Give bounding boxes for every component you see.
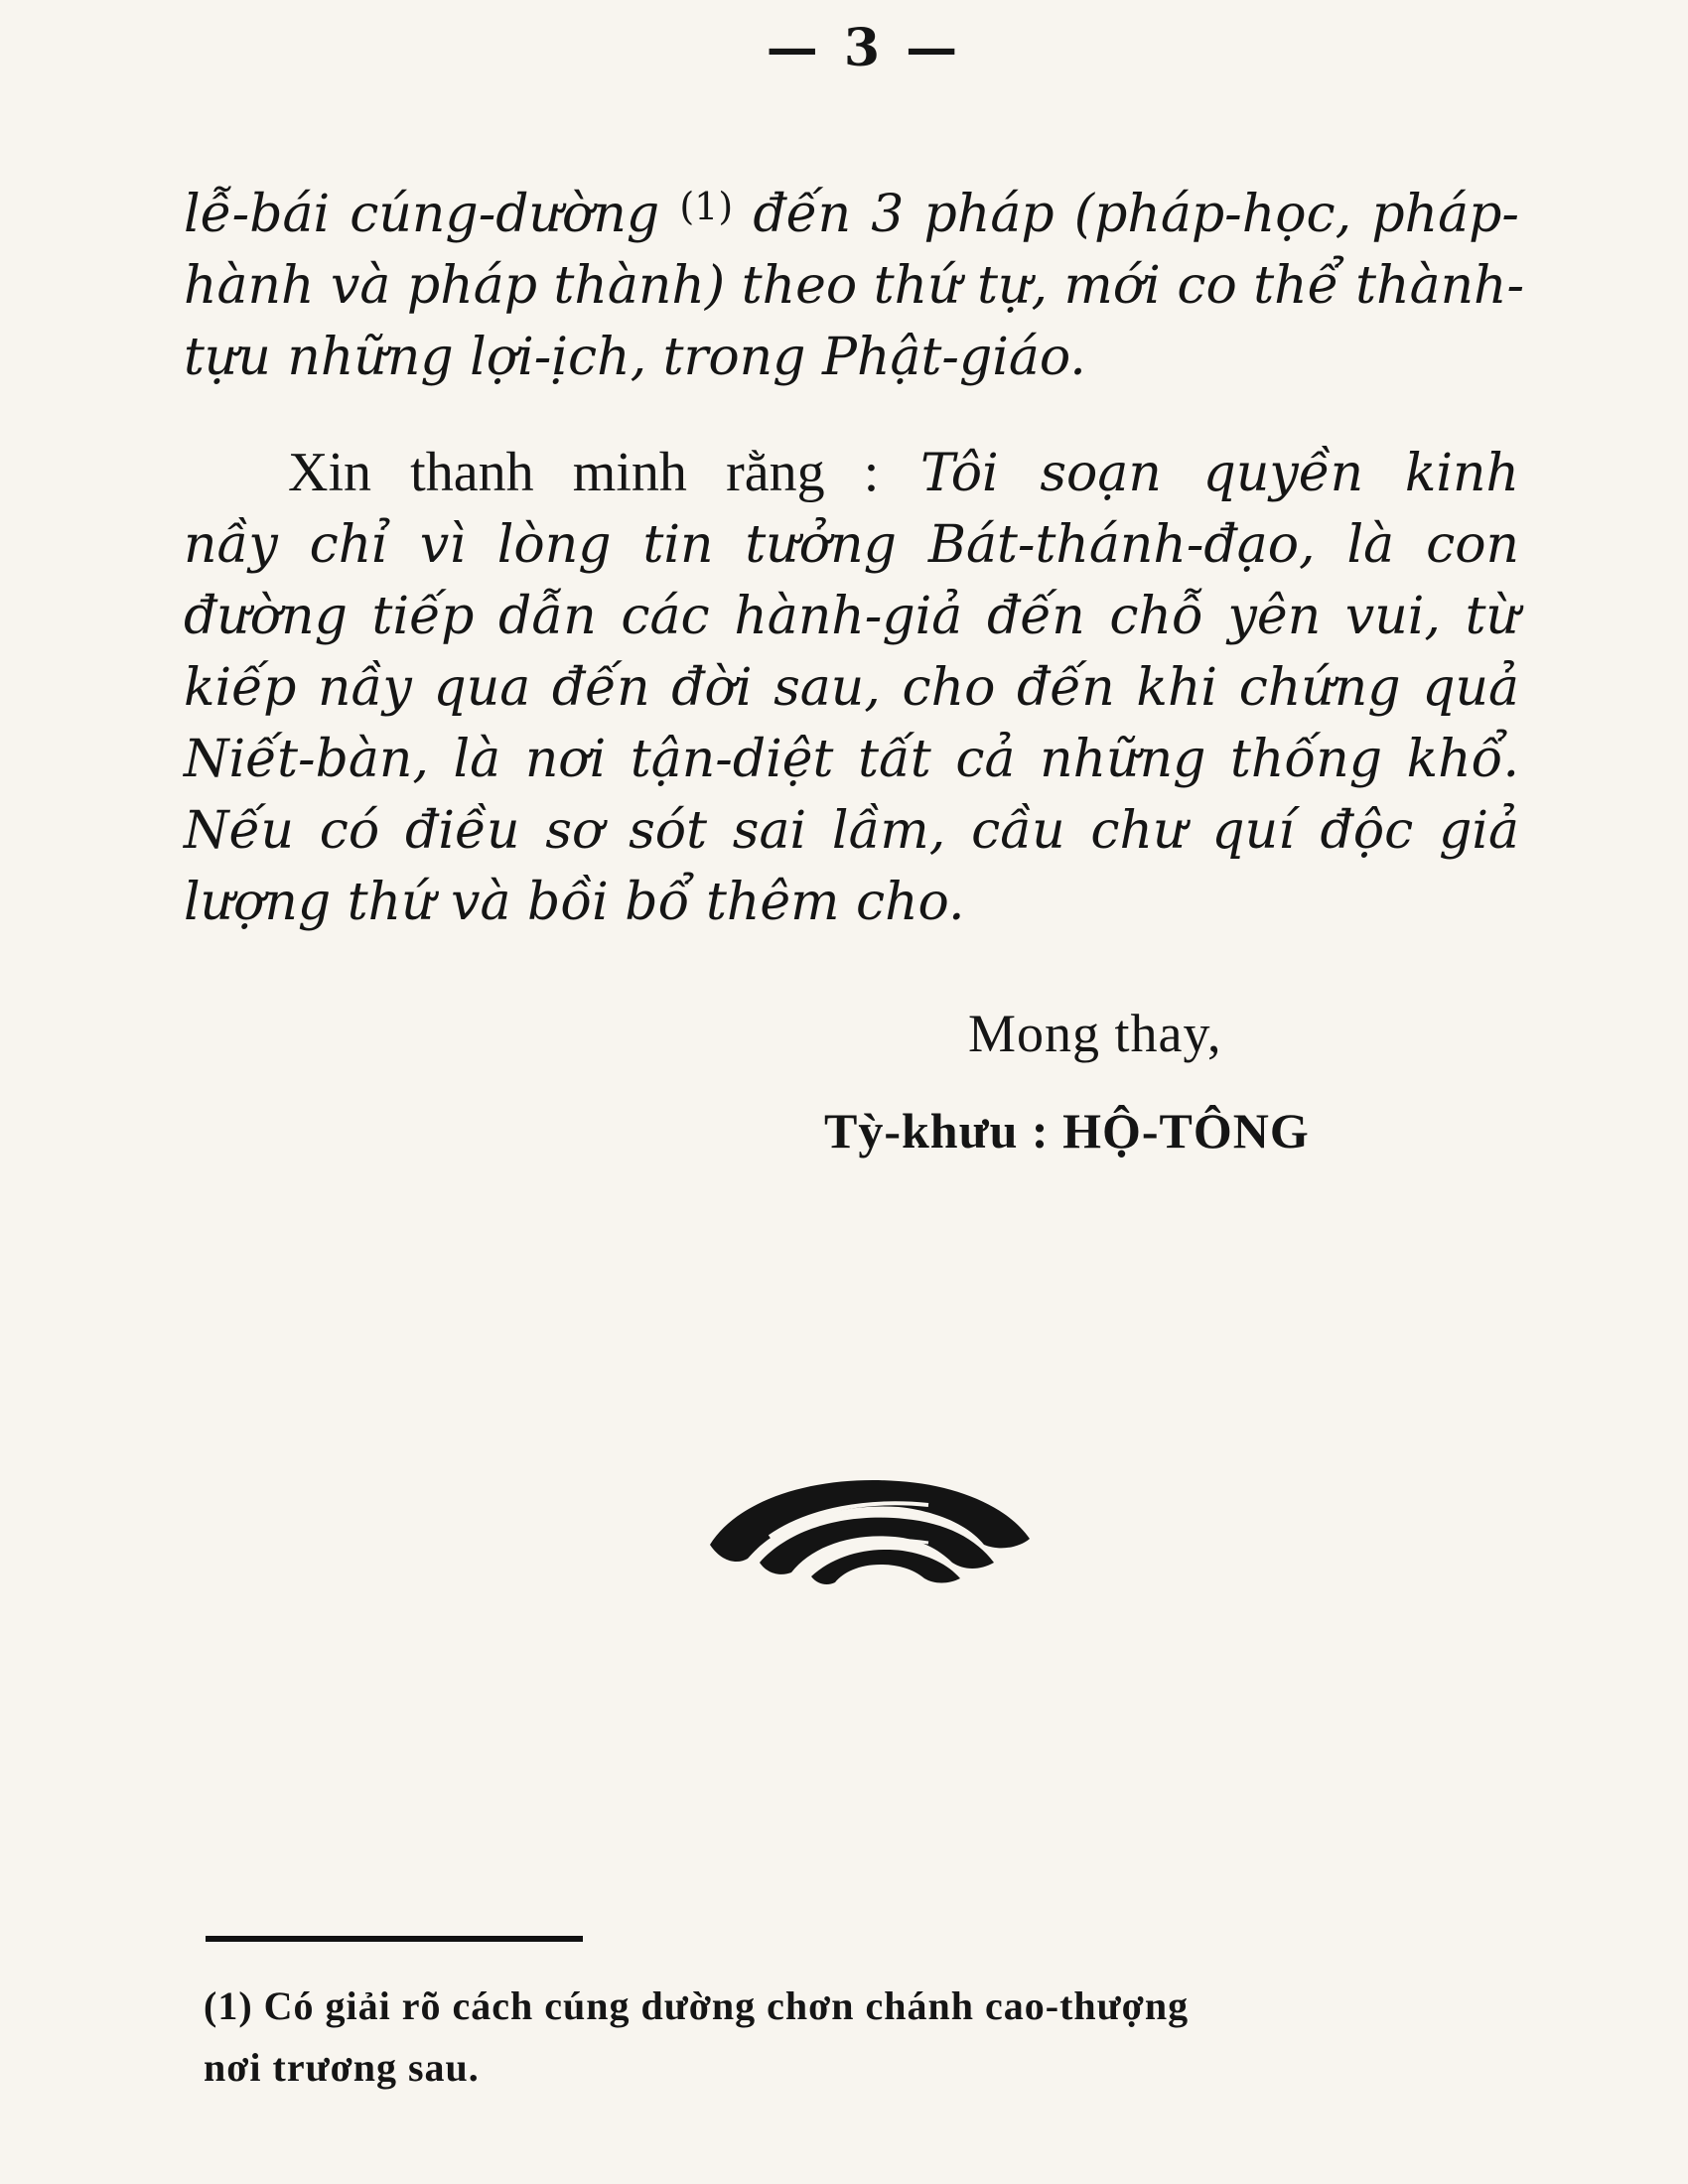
paragraph-1 <box>184 171 1525 393</box>
footnote-line-1: (1) Có giải rõ cách cúng dường chơn chánh cao-thượng <box>204 1983 1190 2028</box>
paragraph-2-line-1 <box>184 437 1519 509</box>
paragraph-2-line-3: đường tiếp dẫn các hành-giả đến chỗ yên vui, từ <box>184 587 1519 646</box>
author-signature: Tỳ-khưu : HỘ-TÔNG <box>824 1103 1310 1159</box>
page-number: — 3 — <box>766 18 962 78</box>
paragraph-2-line-7: lượng thứ và bồi bổ thêm cho. <box>184 873 965 932</box>
line-text: đến 3 pháp (pháp-học, pháp- <box>753 185 1519 244</box>
leaf-ornament-icon <box>700 1467 1038 1586</box>
paragraph-1-line-1 <box>184 171 1519 250</box>
line-text: lễ-bái cúng-dường <box>184 185 660 244</box>
paragraph-2-line-5: Niết-bàn, là nơi tận-diệt tất cả những thống khổ. <box>184 730 1519 789</box>
paragraph-2 <box>184 437 1519 938</box>
paragraph-2-line-2: nầy chỉ vì lòng tin tưởng Bát-thánh-đạo, là con <box>184 515 1519 575</box>
footnote-ref: (1) <box>679 185 734 228</box>
line-text: Tôi soạn quyền kinh <box>920 444 1520 503</box>
footnote-separator <box>206 1936 583 1942</box>
paragraph-2-line-4: kiếp nầy qua đến đời sau, cho đến khi chứng quả <box>184 658 1519 718</box>
line-text-upright: Xin thanh minh rằng : <box>288 442 880 503</box>
footnote <box>204 1976 1524 2099</box>
paragraph-2-line-6: Nếu có điều sơ sót sai lầm, cầu chư quí độc giả <box>184 801 1519 861</box>
closing-phrase: Mong thay, <box>968 1004 1222 1063</box>
paragraph-1-line-2: hành và pháp thành) theo thứ tự, mới co thể thành- <box>184 256 1525 316</box>
paragraph-1-line-3: tựu những lợi-ịch, trong Phật-giáo. <box>184 328 1086 387</box>
footnote-line-2: nơi trương sau. <box>204 2045 480 2090</box>
